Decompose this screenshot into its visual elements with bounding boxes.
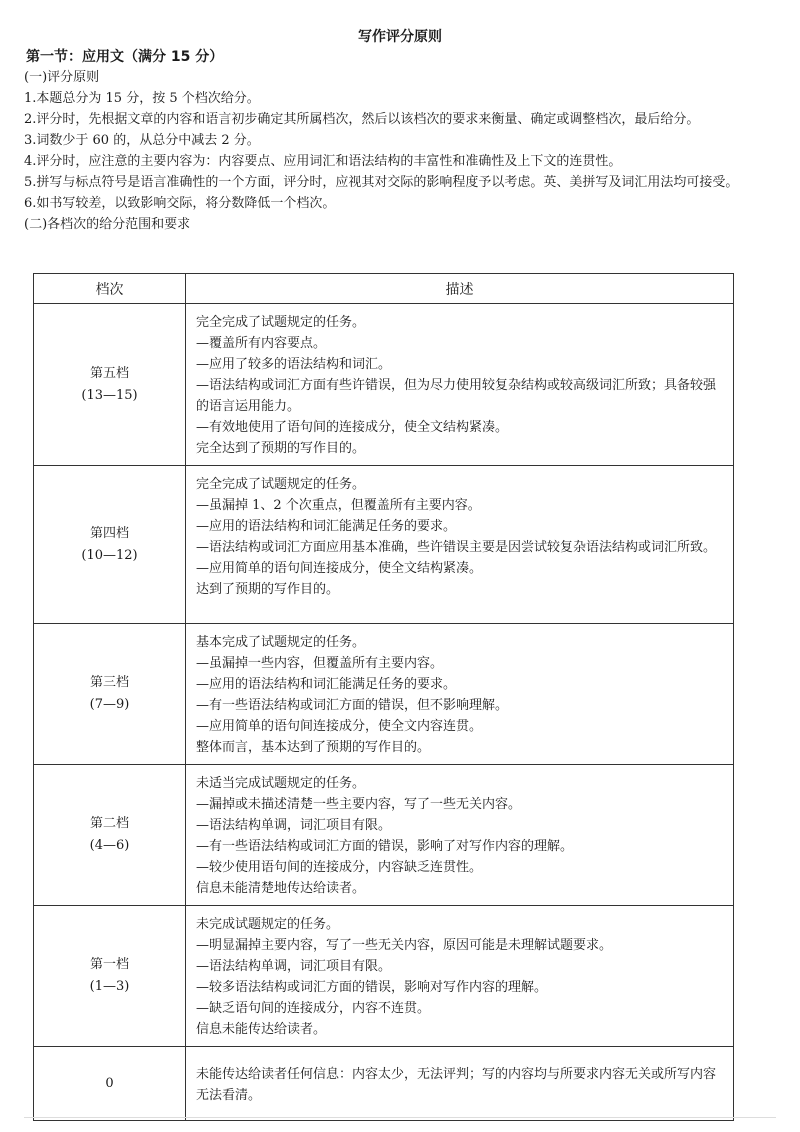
description-line: 整体而言，基本达到了预期的写作目的。 bbox=[196, 740, 431, 755]
principle-item: 5.拼写与标点符号是语言准确性的一个方面，评分时，应视其对交际的影响程度予以考虑。英、美拼写及词汇用法均可接受。 bbox=[24, 175, 739, 190]
description-line: —有一些语法结构或词汇方面的错误，但不影响理解。 bbox=[196, 698, 509, 713]
description-line: —较少使用语句间的连接成分，内容缺乏连贯性。 bbox=[196, 860, 483, 875]
scoring-principles bbox=[24, 67, 776, 235]
description-line: 完全完成了试题规定的任务。 bbox=[196, 477, 366, 492]
grading-table bbox=[33, 273, 734, 1121]
principles-heading: (一)评分原则 bbox=[24, 70, 100, 85]
level-cell bbox=[34, 304, 186, 466]
level-name: 第四档 bbox=[89, 525, 129, 541]
description-line: —缺乏语句间的连接成分，内容不连贯。 bbox=[196, 1001, 431, 1016]
description-line: 完全完成了试题规定的任务。 bbox=[196, 315, 366, 330]
description-line: —语法结构单调，词汇项目有限。 bbox=[196, 818, 392, 833]
page-title: 写作评分原则 bbox=[358, 29, 442, 45]
level-range: (13—15) bbox=[81, 387, 138, 403]
table-row bbox=[34, 765, 734, 906]
description-line: —应用的语法结构和词汇能满足任务的要求。 bbox=[196, 677, 457, 692]
description-line: 基本完成了试题规定的任务。 bbox=[196, 635, 366, 650]
principle-item: 4.评分时，应注意的主要内容为：内容要点、应用词汇和语法结构的丰富性和准确性及上下文的连贯性。 bbox=[24, 154, 622, 169]
level-range: (1—3) bbox=[89, 979, 130, 994]
description-line: —较多语法结构或词汇方面的错误，影响对写作内容的理解。 bbox=[196, 980, 548, 995]
level-cell bbox=[34, 1047, 186, 1121]
description-line: —覆盖所有内容要点。 bbox=[196, 336, 327, 351]
description-line: —语法结构或词汇方面应用基本准确，些许错误主要是因尝试较复杂语法结构或词汇所致。 bbox=[196, 540, 717, 555]
description-line: —虽漏掉一些内容，但覆盖所有主要内容。 bbox=[196, 656, 444, 671]
description-cell bbox=[186, 765, 734, 906]
description-cell bbox=[186, 906, 734, 1047]
description-cell bbox=[186, 1047, 734, 1121]
table-row bbox=[34, 466, 734, 624]
table-header-row bbox=[34, 274, 734, 304]
level-name: 第一档 bbox=[89, 957, 129, 972]
description-line: 信息未能清楚地传达给读者。 bbox=[196, 881, 366, 896]
principle-item: 2.评分时，先根据文章的内容和语言初步确定其所属档次，然后以该档次的要求来衡量、确定或调整档次，最后给分。 bbox=[24, 112, 700, 127]
level-range: (7—9) bbox=[89, 697, 130, 712]
section-heading: 第一节：应用文（满分 15 分） bbox=[26, 49, 224, 65]
description-line: —虽漏掉 1、2 个次重点，但覆盖所有主要内容。 bbox=[196, 498, 481, 513]
level-name: 第三档 bbox=[89, 675, 129, 690]
column-header-description: 描述 bbox=[186, 274, 734, 304]
level-cell bbox=[34, 466, 186, 624]
description-line: —应用简单的语句间连接成分，使全文结构紧凑。 bbox=[196, 561, 483, 576]
level-name: 第二档 bbox=[89, 816, 129, 831]
principle-item: 1.本题总分为 15 分，按 5 个档次给分。 bbox=[24, 91, 260, 106]
description-cell bbox=[186, 304, 734, 466]
level-range: (4—6) bbox=[89, 838, 130, 853]
description-line: —有一些语法结构或词汇方面的错误，影响了对写作内容的理解。 bbox=[196, 839, 574, 854]
description-line: —语法结构单调，词汇项目有限。 bbox=[196, 959, 392, 974]
description-line: —有效地使用了语句间的连接成分，使全文结构紧凑。 bbox=[196, 420, 509, 435]
description-line: —应用了较多的语法结构和词汇。 bbox=[196, 357, 392, 372]
principle-item: 3.词数少于 60 的，从总分中减去 2 分。 bbox=[24, 133, 260, 148]
description-cell bbox=[186, 624, 734, 765]
description-line: —明显漏掉主要内容，写了一些无关内容，原因可能是未理解试题要求。 bbox=[196, 938, 613, 953]
description-line: 完全达到了预期的写作目的。 bbox=[196, 441, 366, 456]
table-row bbox=[34, 906, 734, 1047]
description-cell bbox=[186, 466, 734, 624]
table-row bbox=[34, 1047, 734, 1121]
level-name: 0 bbox=[105, 1075, 114, 1091]
level-cell bbox=[34, 906, 186, 1047]
description-line: —语法结构或词汇方面有些许错误，但为尽力使用较复杂结构或较高级词汇所致；具备较强的语言运用能力。 bbox=[196, 378, 717, 414]
description-line: —漏掉或未描述清楚一些主要内容，写了一些无关内容。 bbox=[196, 797, 522, 812]
column-header-level: 档次 bbox=[34, 274, 186, 304]
description-line: —应用的语法结构和词汇能满足任务的要求。 bbox=[196, 519, 457, 534]
page-bottom-rule bbox=[24, 1117, 776, 1118]
description-line: —应用简单的语句间连接成分，使全文内容连贯。 bbox=[196, 719, 483, 734]
level-cell bbox=[34, 624, 186, 765]
description-line: 未能传达给读者任何信息：内容太少，无法评判；写的内容均与所要求内容无关或所写内容无法看清。 bbox=[196, 1066, 717, 1103]
description-line: 未适当完成试题规定的任务。 bbox=[196, 776, 366, 791]
description-line: 信息未能传达给读者。 bbox=[196, 1022, 327, 1037]
table-row bbox=[34, 304, 734, 466]
level-cell bbox=[34, 765, 186, 906]
level-range: (10—12) bbox=[81, 547, 138, 563]
description-line: 达到了预期的写作目的。 bbox=[196, 582, 340, 597]
principle-item: 6.如书写较差，以致影响交际，将分数降低一个档次。 bbox=[24, 196, 336, 211]
ranges-heading: (二)各档次的给分范围和要求 bbox=[24, 217, 191, 232]
table-row bbox=[34, 624, 734, 765]
level-name: 第五档 bbox=[89, 365, 129, 381]
description-line: 未完成试题规定的任务。 bbox=[196, 917, 340, 932]
